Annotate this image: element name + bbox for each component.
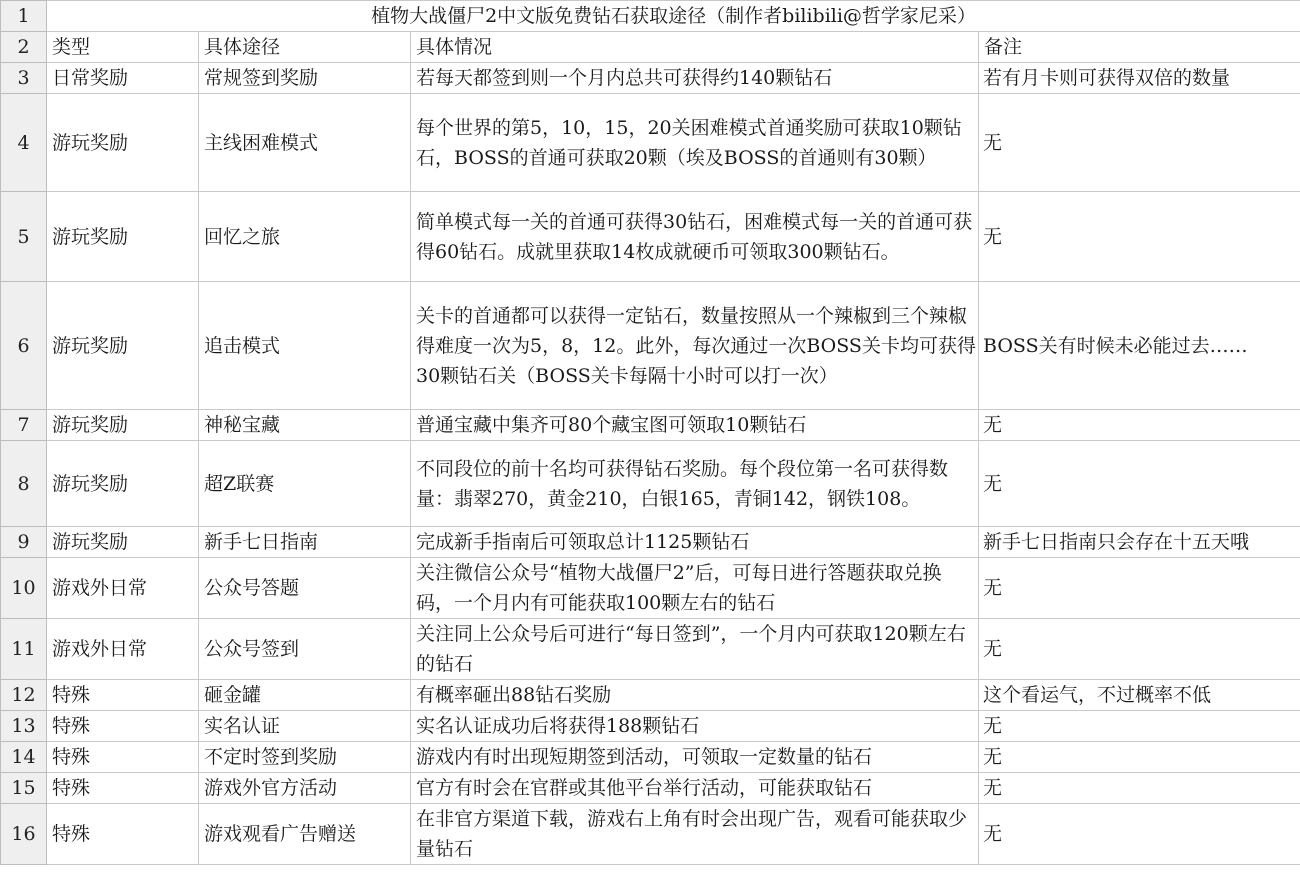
- header-route-cell[interactable]: 具体途径: [199, 32, 411, 63]
- table-row: [1, 773, 1300, 804]
- route-cell[interactable]: 新手七日指南: [199, 527, 411, 558]
- route-cell[interactable]: 砸金罐: [199, 680, 411, 711]
- details-cell[interactable]: 有概率砸出88钻石奖励: [411, 680, 979, 711]
- row-number[interactable]: 5: [1, 192, 47, 282]
- remarks-cell[interactable]: 无: [979, 441, 1300, 527]
- remarks-cell[interactable]: 无: [979, 558, 1300, 619]
- table-row: [1, 804, 1300, 865]
- details-cell[interactable]: 在非官方渠道下载，游戏右上角有时会出现广告，观看可能获取少量钻石: [411, 804, 979, 865]
- type-cell[interactable]: 特殊: [47, 773, 199, 804]
- route-cell[interactable]: 公众号签到: [199, 619, 411, 680]
- row-number[interactable]: 6: [1, 282, 47, 410]
- type-cell[interactable]: 游戏外日常: [47, 558, 199, 619]
- header-remarks-cell[interactable]: 备注: [979, 32, 1300, 63]
- type-cell[interactable]: 特殊: [47, 742, 199, 773]
- details-cell[interactable]: 关卡的首通都可以获得一定钻石，数量按照从一个辣椒到三个辣椒得难度一次为5，8，12。此外，每次通过一次BOSS关卡均可获得30颗钻石关（BOSS关卡每隔十小时可以打一次）: [411, 282, 979, 410]
- type-cell[interactable]: 游玩奖励: [47, 282, 199, 410]
- row-number[interactable]: 9: [1, 527, 47, 558]
- type-cell[interactable]: 游戏外日常: [47, 619, 199, 680]
- route-cell[interactable]: 追击模式: [199, 282, 411, 410]
- header-row: [1, 32, 1300, 63]
- row-number[interactable]: 4: [1, 94, 47, 192]
- remarks-cell[interactable]: 无: [979, 711, 1300, 742]
- row-number[interactable]: 13: [1, 711, 47, 742]
- table-row: [1, 558, 1300, 619]
- details-cell[interactable]: 每个世界的第5，10，15，20关困难模式首通奖励可获取10颗钻石，BOSS的首通可获取20颗（埃及BOSS的首通则有30颗）: [411, 94, 979, 192]
- remarks-cell[interactable]: 无: [979, 742, 1300, 773]
- row-number[interactable]: 1: [1, 1, 47, 32]
- route-cell[interactable]: 公众号答题: [199, 558, 411, 619]
- type-cell[interactable]: 游玩奖励: [47, 527, 199, 558]
- remarks-cell[interactable]: 无: [979, 773, 1300, 804]
- row-number[interactable]: 10: [1, 558, 47, 619]
- table-row: [1, 711, 1300, 742]
- remarks-cell[interactable]: 若有月卡则可获得双倍的数量: [979, 63, 1300, 94]
- table-row: [1, 742, 1300, 773]
- table-row: [1, 410, 1300, 441]
- row-number[interactable]: 11: [1, 619, 47, 680]
- remarks-cell[interactable]: 无: [979, 804, 1300, 865]
- route-cell[interactable]: 游戏外官方活动: [199, 773, 411, 804]
- remarks-cell[interactable]: 新手七日指南只会存在十五天哦: [979, 527, 1300, 558]
- remarks-cell[interactable]: 无: [979, 94, 1300, 192]
- route-cell[interactable]: 实名认证: [199, 711, 411, 742]
- details-cell[interactable]: 若每天都签到则一个月内总共可获得约140颗钻石: [411, 63, 979, 94]
- details-cell[interactable]: 官方有时会在官群或其他平台举行活动，可能获取钻石: [411, 773, 979, 804]
- row-number[interactable]: 14: [1, 742, 47, 773]
- table-row: [1, 619, 1300, 680]
- type-cell[interactable]: 特殊: [47, 804, 199, 865]
- header-details-cell[interactable]: 具体情况: [411, 32, 979, 63]
- table-row: [1, 63, 1300, 94]
- row-number[interactable]: 8: [1, 441, 47, 527]
- table-row: [1, 441, 1300, 527]
- route-cell[interactable]: 超Z联赛: [199, 441, 411, 527]
- route-cell[interactable]: 神秘宝藏: [199, 410, 411, 441]
- header-type-cell[interactable]: 类型: [47, 32, 199, 63]
- remarks-cell[interactable]: 无: [979, 192, 1300, 282]
- type-cell[interactable]: 游玩奖励: [47, 192, 199, 282]
- details-cell[interactable]: 普通宝藏中集齐可80个藏宝图可领取10颗钻石: [411, 410, 979, 441]
- remarks-cell[interactable]: 这个看运气，不过概率不低: [979, 680, 1300, 711]
- type-cell[interactable]: 特殊: [47, 711, 199, 742]
- details-cell[interactable]: 完成新手指南后可领取总计1125颗钻石: [411, 527, 979, 558]
- type-cell[interactable]: 日常奖励: [47, 63, 199, 94]
- table-row: [1, 527, 1300, 558]
- details-cell[interactable]: 简单模式每一关的首通可获得30钻石，困难模式每一关的首通可获得60钻石。成就里获取14枚成就硬币可领取300颗钻石。: [411, 192, 979, 282]
- type-cell[interactable]: 游玩奖励: [47, 94, 199, 192]
- details-cell[interactable]: 实名认证成功后将获得188颗钻石: [411, 711, 979, 742]
- details-cell[interactable]: 关注微信公众号“植物大战僵尸2”后，可每日进行答题获取兑换码，一个月内有可能获取100颗左右的钻石: [411, 558, 979, 619]
- details-cell[interactable]: 关注同上公众号后可进行“每日签到”，一个月内可获取120颗左右的钻石: [411, 619, 979, 680]
- row-number[interactable]: 12: [1, 680, 47, 711]
- remarks-cell[interactable]: 无: [979, 410, 1300, 441]
- row-number[interactable]: 15: [1, 773, 47, 804]
- table-row: [1, 192, 1300, 282]
- type-cell[interactable]: 特殊: [47, 680, 199, 711]
- route-cell[interactable]: 回忆之旅: [199, 192, 411, 282]
- type-cell[interactable]: 游玩奖励: [47, 441, 199, 527]
- row-number[interactable]: 2: [1, 32, 47, 63]
- route-cell[interactable]: 不定时签到奖励: [199, 742, 411, 773]
- route-cell[interactable]: 游戏观看广告赠送: [199, 804, 411, 865]
- title-row: [1, 1, 1300, 32]
- table-row: [1, 282, 1300, 410]
- table-row: [1, 680, 1300, 711]
- remarks-cell[interactable]: BOSS关有时候未必能过去……: [979, 282, 1300, 410]
- row-number[interactable]: 16: [1, 804, 47, 865]
- spreadsheet-body: [1, 1, 1300, 865]
- route-cell[interactable]: 常规签到奖励: [199, 63, 411, 94]
- type-cell[interactable]: 游玩奖励: [47, 410, 199, 441]
- details-cell[interactable]: 不同段位的前十名均可获得钻石奖励。每个段位第一名可获得数量：翡翠270，黄金210，白银165，青铜142，钢铁108。: [411, 441, 979, 527]
- details-cell[interactable]: 游戏内有时出现短期签到活动，可领取一定数量的钻石: [411, 742, 979, 773]
- table-row: [1, 94, 1300, 192]
- remarks-cell[interactable]: 无: [979, 619, 1300, 680]
- row-number[interactable]: 3: [1, 63, 47, 94]
- row-number[interactable]: 7: [1, 410, 47, 441]
- sheet-title-cell[interactable]: 植物大战僵尸2中文版免费钻石获取途径（制作者bilibili@哲学家尼采）: [47, 1, 1300, 32]
- route-cell[interactable]: 主线困难模式: [199, 94, 411, 192]
